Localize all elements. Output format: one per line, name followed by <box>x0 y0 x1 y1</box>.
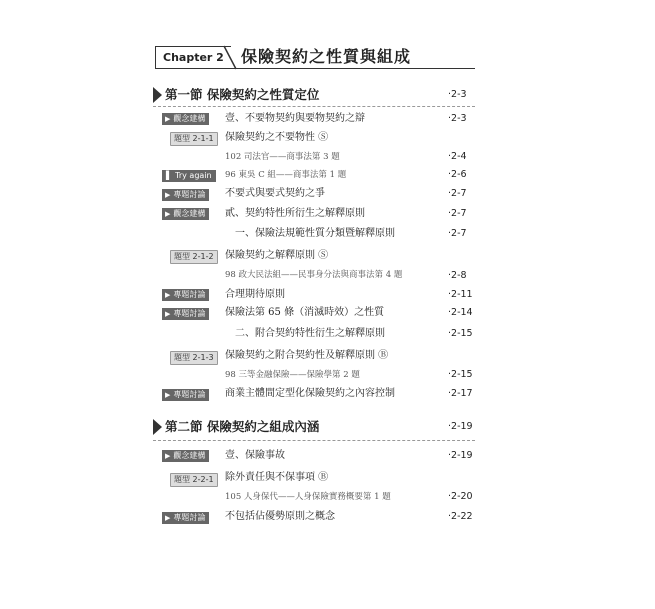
concept-tag: ▶ 觀念建構 <box>162 113 209 125</box>
question-type-tag: 題型 2-1-2 <box>170 250 218 264</box>
section-page: ‧2-19 <box>448 421 473 432</box>
toc-page: ‧2-6 <box>448 169 467 180</box>
toc-page: ‧2-20 <box>448 491 473 502</box>
toc-page: ‧2-11 <box>448 289 473 300</box>
toc-entry: 105 人身保代——人身保險實務概要第 1 題 <box>225 492 391 502</box>
topic-tag: ▶ 專題討論 <box>162 389 209 401</box>
section-page: ‧2-3 <box>448 89 467 100</box>
toc-entry: 保險契約之解釋原則 Ⓢ <box>225 250 329 261</box>
toc-page: ‧2-19 <box>448 450 473 461</box>
toc-entry: 除外責任與不保事項 Ⓑ <box>225 472 329 483</box>
try-again-tag: ▌ Try again <box>162 170 216 182</box>
toc-page: ‧2-22 <box>448 511 473 522</box>
topic-tag: ▶ 專題討論 <box>162 189 209 201</box>
toc-entry: 一、保險法規範性質分類暨解釋原則 <box>235 228 395 239</box>
topic-tag: ▶ 專題討論 <box>162 289 209 301</box>
chapter-slash-icon <box>223 44 237 71</box>
toc-entry: 壹、不要物契約與要物契約之辯 <box>225 113 365 124</box>
chapter-title: 保險契約之性質與組成 <box>241 47 412 66</box>
question-type-tag: 題型 2-1-3 <box>170 351 218 365</box>
toc-entry: 保險法第 65 條（消滅時效）之性質 <box>225 307 385 318</box>
toc-page: ‧2-15 <box>448 369 473 380</box>
toc-entry: 保險契約之不要物性 Ⓢ <box>225 132 329 143</box>
toc-entry: 貳、契約特性所衍生之解釋原則 <box>225 208 365 219</box>
toc-entry: 98 政大民法組——民事身分法與商事法第 4 題 <box>225 270 403 280</box>
toc-entry: 不要式與要式契約之爭 <box>225 188 325 199</box>
concept-tag: ▶ 觀念建構 <box>162 450 209 462</box>
question-type-tag: 題型 2-1-1 <box>170 132 218 146</box>
toc-page: ‧2-7 <box>448 228 467 239</box>
chapter-label: Chapter 2 <box>155 46 231 69</box>
section-rule <box>153 106 475 107</box>
toc-page: ‧2-7 <box>448 208 467 219</box>
concept-tag: ▶ 觀念建構 <box>162 208 209 220</box>
toc-page: ‧2-7 <box>448 188 467 199</box>
chapter-rule <box>155 68 475 69</box>
toc-entry: 98 三等金融保險——保險學第 2 題 <box>225 370 360 380</box>
toc-page: ‧2-17 <box>448 388 473 399</box>
topic-tag: ▶ 專題討論 <box>162 308 209 320</box>
toc-page: ‧2-15 <box>448 328 473 339</box>
question-type-tag: 題型 2-2-1 <box>170 473 218 487</box>
toc-entry: 合理期待原則 <box>225 289 285 300</box>
section-arrow-icon <box>153 419 162 435</box>
section-title: 第一節 保險契約之性質定位 <box>165 87 320 102</box>
toc-entry: 保險契約之附合契約性及解釋原則 Ⓑ <box>225 350 389 361</box>
toc-page: ‧2-14 <box>448 307 473 318</box>
toc-entry: 96 東吳 C 組——商事法第 1 題 <box>225 170 347 180</box>
section-arrow-icon <box>153 87 162 103</box>
section-rule <box>153 440 475 441</box>
section-title: 第二節 保險契約之組成內涵 <box>165 419 320 434</box>
toc-entry: 二、附合契約特性衍生之解釋原則 <box>235 328 385 339</box>
toc-page: ‧2-8 <box>448 270 467 281</box>
toc-entry: 壹、保險事故 <box>225 450 285 461</box>
toc-entry: 102 司法官——商事法第 3 題 <box>225 152 340 162</box>
topic-tag: ▶ 專題討論 <box>162 512 209 524</box>
toc-entry: 不包括佔優勢原則之概念 <box>225 511 335 522</box>
toc-entry: 商業主體間定型化保險契約之內容控制 <box>225 388 395 399</box>
toc-page: ‧2-3 <box>448 113 467 124</box>
chapter-header <box>155 44 475 70</box>
toc-page: ‧2-4 <box>448 151 467 162</box>
